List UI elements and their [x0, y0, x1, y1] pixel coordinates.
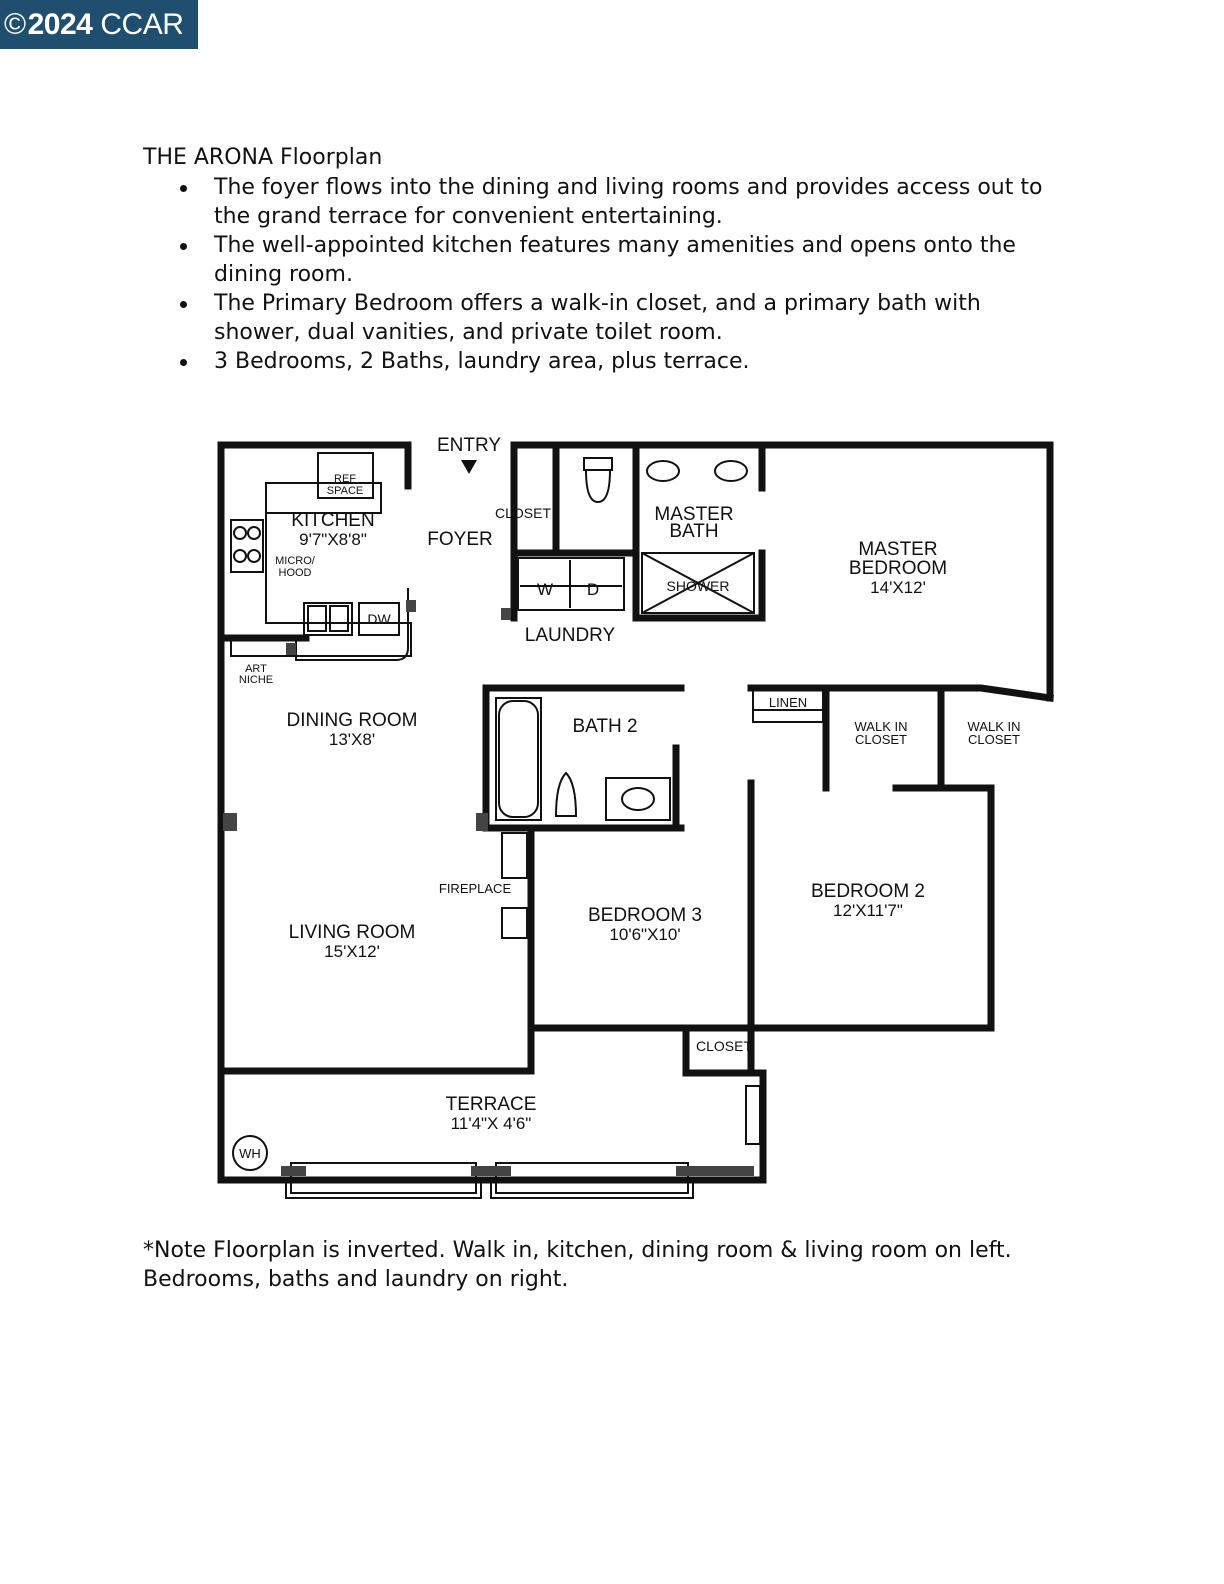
master-bedroom-label: MASTER: [858, 539, 938, 560]
closet-label: CLOSET: [494, 505, 552, 521]
copyright-year: 2024: [27, 7, 93, 41]
feature-item: The Primary Bedroom offers a walk-in closet, and a primary bath with shower, dual vanities, and private toilet room.: [214, 289, 1074, 347]
feature-item: The foyer flows into the dining and living rooms and provides access out to the grand terrace for convenient entertaining.: [214, 173, 1074, 231]
linen-label: LINEN: [768, 695, 808, 710]
walk-in-closet-label: WALK IN: [967, 719, 1021, 734]
bedroom3-size: 10'6"X10': [609, 925, 681, 944]
art-niche-label: NICHE: [238, 674, 274, 686]
ref-space-label: SPACE: [326, 485, 364, 497]
dining-room-label: DINING ROOM: [286, 710, 418, 731]
floorplan-drawing: [146, 408, 1076, 1228]
terrace-label: TERRACE: [445, 1094, 537, 1115]
feature-item: The well-appointed kitchen features many amenities and opens onto the dining room.: [214, 231, 1074, 289]
dining-room-size: 13'X8': [328, 730, 376, 749]
master-bedroom-size: 14'X12': [870, 578, 926, 597]
bedroom3-label: BEDROOM 3: [587, 905, 703, 926]
living-room-label: LIVING ROOM: [288, 922, 416, 943]
entry-arrow: [461, 460, 477, 474]
foyer-label: FOYER: [427, 529, 493, 550]
document-title: THE ARONA Floorplan: [143, 145, 383, 170]
feature-list: [214, 173, 1074, 376]
washer-label: W: [536, 580, 554, 599]
walk-in-closet-label: CLOSET: [967, 732, 1021, 747]
living-room-size: 15'X12': [324, 942, 380, 961]
bedroom2-size: 12'X11'7": [833, 901, 903, 920]
micro-hood-label: HOOD: [278, 567, 312, 579]
kitchen-label: KITCHEN: [291, 510, 375, 531]
terrace-size: 11'4"X 4'6": [450, 1114, 532, 1133]
master-bedroom-label: BEDROOM: [848, 558, 948, 579]
fireplace-label: FIREPLACE: [438, 881, 512, 896]
copyright-org: CCAR: [100, 7, 184, 41]
closet-label: CLOSET: [695, 1038, 753, 1054]
master-bath-label: MASTER: [654, 504, 734, 525]
art-niche-label: ART: [245, 663, 267, 675]
feature-item: 3 Bedrooms, 2 Baths, laundry area, plus terrace.: [214, 347, 1074, 376]
master-bath-label: BATH: [669, 521, 719, 542]
micro-hood-label: MICRO/: [275, 555, 315, 567]
plan-labels: [239, 435, 1021, 1161]
copyright-badge: [0, 0, 198, 49]
floorplan-note: *Note Floorplan is inverted. Walk in, kitchen, dining room & living room on left. Bedrooms, baths and laundry on right.: [143, 1238, 1012, 1292]
laundry-label: LAUNDRY: [524, 625, 616, 646]
water-heater-label: WH: [239, 1146, 261, 1161]
walk-in-closet-label: CLOSET: [854, 732, 908, 747]
bath2-label: BATH 2: [572, 716, 638, 737]
walk-in-closet-label: WALK IN: [854, 719, 908, 734]
entry-label: ENTRY: [436, 435, 502, 456]
copyright-symbol: ©: [4, 7, 26, 41]
ref-space-label: REF: [334, 473, 356, 485]
dishwasher-label: DW: [367, 611, 391, 627]
bedroom2-label: BEDROOM 2: [810, 881, 926, 902]
shower-label: SHOWER: [666, 578, 730, 594]
kitchen-size: 9'7"X8'8": [299, 530, 367, 549]
dryer-label: D: [586, 580, 600, 599]
